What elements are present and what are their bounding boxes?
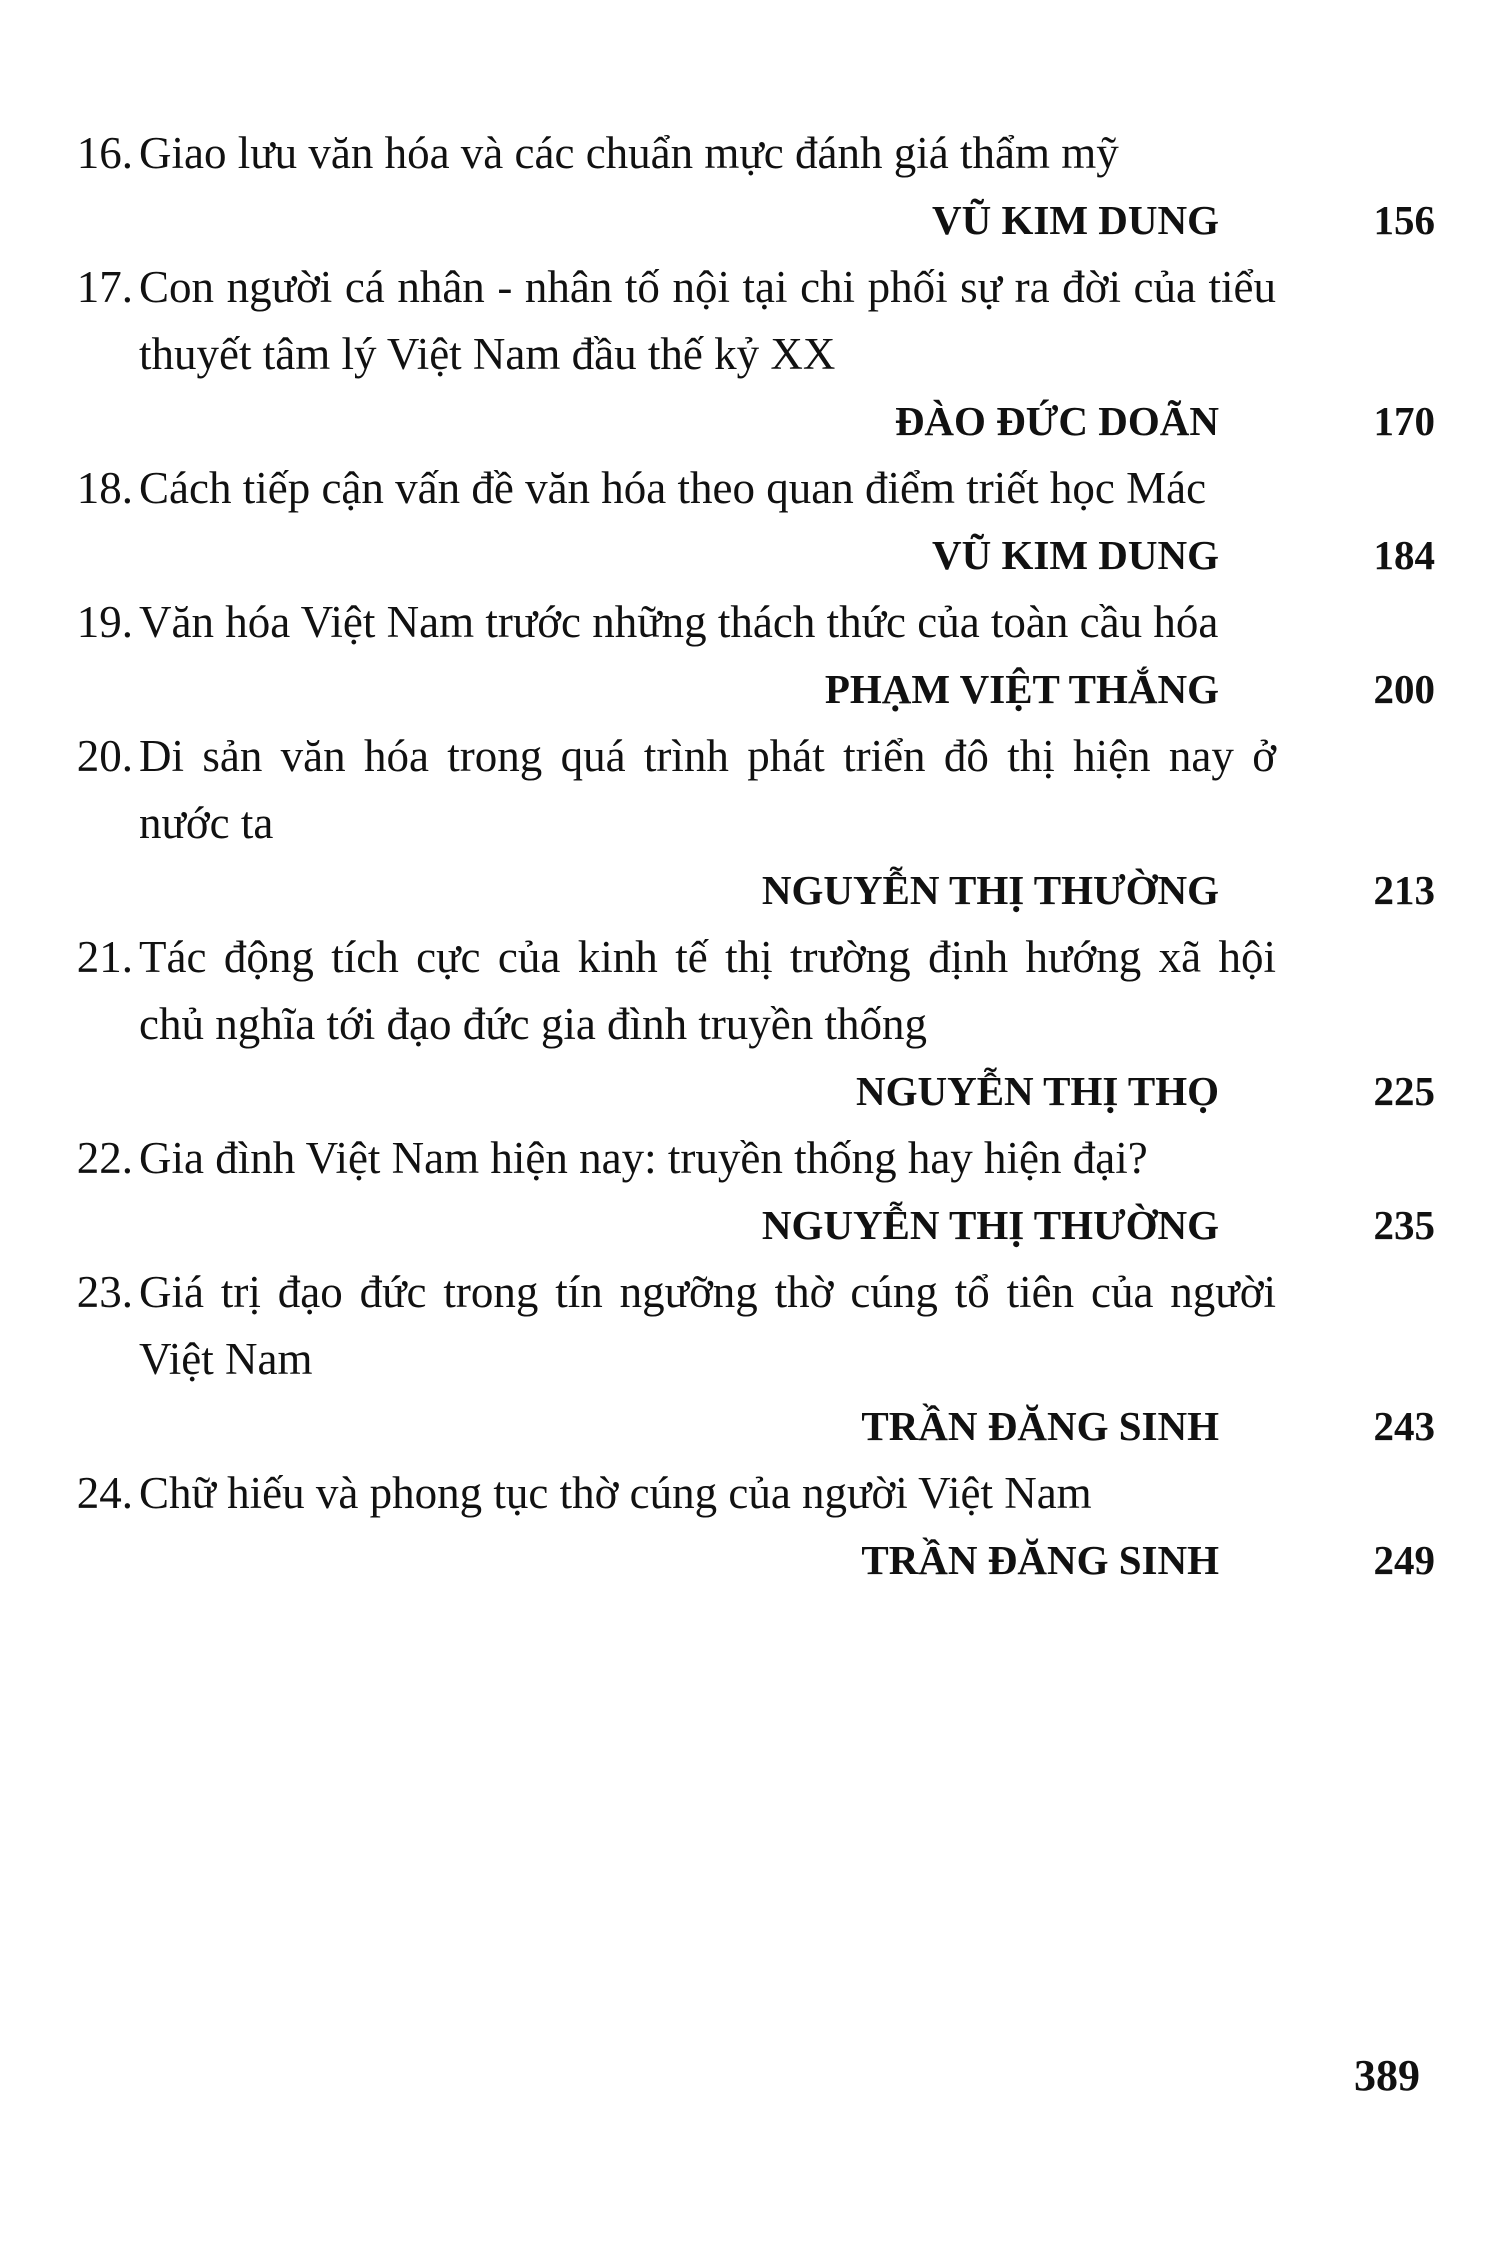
toc-entry bbox=[65, 723, 1435, 924]
entry-title-row bbox=[65, 1259, 1435, 1393]
entry-author: ĐÀO ĐỨC DOÃN bbox=[894, 398, 1219, 444]
toc-entry bbox=[65, 924, 1435, 1125]
entry-title: Chữ hiếu và phong tục thờ cúng của người Việt Nam bbox=[139, 1468, 1092, 1518]
entry-page-number: 156 bbox=[1373, 197, 1435, 243]
toc-entry bbox=[65, 1259, 1435, 1460]
entry-title: Văn hóa Việt Nam trước những thách thức của toàn cầu hóa bbox=[139, 597, 1219, 647]
entry-page-number: 235 bbox=[1373, 1202, 1435, 1248]
entry-author: NGUYỄN THỊ THỌ bbox=[855, 1068, 1219, 1114]
entry-title-row bbox=[65, 924, 1435, 1058]
toc-entry bbox=[65, 254, 1435, 455]
entry-page-number: 170 bbox=[1373, 398, 1435, 444]
entry-title-row bbox=[65, 1125, 1435, 1192]
entry-page-number: 184 bbox=[1373, 532, 1435, 578]
entry-page-number: 225 bbox=[1373, 1068, 1435, 1114]
entry-page-number: 249 bbox=[1373, 1537, 1435, 1583]
entry-author-row bbox=[65, 1058, 1435, 1125]
entry-author: TRẦN ĐĂNG SINH bbox=[861, 1403, 1219, 1449]
entry-author-row bbox=[65, 1527, 1435, 1594]
entry-number: 22. bbox=[76, 1133, 133, 1183]
entry-title-row bbox=[65, 589, 1435, 656]
toc-entry bbox=[65, 1460, 1435, 1594]
entry-title: Con người cá nhân - nhân tố nội tại chi phối sự ra đời của tiểu thuyết tâm lý Việt Nam đầu thế kỷ XX bbox=[139, 262, 1276, 379]
entry-title-row bbox=[65, 120, 1435, 187]
entry-page-number: 213 bbox=[1373, 867, 1435, 913]
entry-number: 20. bbox=[76, 731, 133, 781]
entry-title: Tác động tích cực của kinh tế thị trường định hướng xã hội chủ nghĩa tới đạo đức gia đình truyền thống bbox=[139, 932, 1276, 1049]
table-of-contents bbox=[65, 120, 1435, 1594]
entry-title: Giá trị đạo đức trong tín ngưỡng thờ cúng tổ tiên của người Việt Nam bbox=[139, 1267, 1276, 1384]
entry-author: VŨ KIM DUNG bbox=[932, 197, 1219, 243]
entry-title: Cách tiếp cận vấn đề văn hóa theo quan điểm triết học Mác bbox=[139, 463, 1207, 513]
entry-title-row bbox=[65, 455, 1435, 522]
entry-title: Di sản văn hóa trong quá trình phát triển đô thị hiện nay ở nước ta bbox=[139, 731, 1276, 848]
entry-author-row bbox=[65, 857, 1435, 924]
entry-author: VŨ KIM DUNG bbox=[932, 532, 1219, 578]
toc-entry bbox=[65, 455, 1435, 589]
entry-author-row bbox=[65, 656, 1435, 723]
entry-author-row bbox=[65, 187, 1435, 254]
entry-number: 21. bbox=[76, 932, 133, 982]
toc-entry bbox=[65, 120, 1435, 254]
entry-page-number: 243 bbox=[1373, 1403, 1435, 1449]
entry-page-number: 200 bbox=[1373, 666, 1435, 712]
entry-number: 18. bbox=[76, 463, 133, 513]
entry-author: NGUYỄN THỊ THƯỜNG bbox=[761, 1202, 1219, 1248]
entry-title: Gia đình Việt Nam hiện nay: truyền thống hay hiện đại? bbox=[139, 1133, 1148, 1183]
entry-author: PHẠM VIỆT THẮNG bbox=[824, 666, 1219, 712]
entry-author: NGUYỄN THỊ THƯỜNG bbox=[761, 867, 1219, 913]
page-folio-number: 389 bbox=[1354, 2051, 1420, 2100]
entry-author-row bbox=[65, 388, 1435, 455]
entry-title: Giao lưu văn hóa và các chuẩn mực đánh giá thẩm mỹ bbox=[139, 128, 1119, 178]
entry-author-row bbox=[65, 1393, 1435, 1460]
entry-number: 17. bbox=[76, 262, 133, 312]
entry-author-row bbox=[65, 1192, 1435, 1259]
entry-number: 24. bbox=[76, 1468, 133, 1518]
entry-title-row bbox=[65, 1460, 1435, 1527]
entry-title-row bbox=[65, 723, 1435, 857]
toc-entry bbox=[65, 589, 1435, 723]
entry-number: 23. bbox=[76, 1267, 133, 1317]
entry-title-row bbox=[65, 254, 1435, 388]
entry-author: TRẦN ĐĂNG SINH bbox=[861, 1537, 1219, 1583]
entry-number: 19. bbox=[76, 597, 133, 647]
entry-author-row bbox=[65, 522, 1435, 589]
entry-number: 16. bbox=[76, 128, 133, 178]
toc-entry bbox=[65, 1125, 1435, 1259]
